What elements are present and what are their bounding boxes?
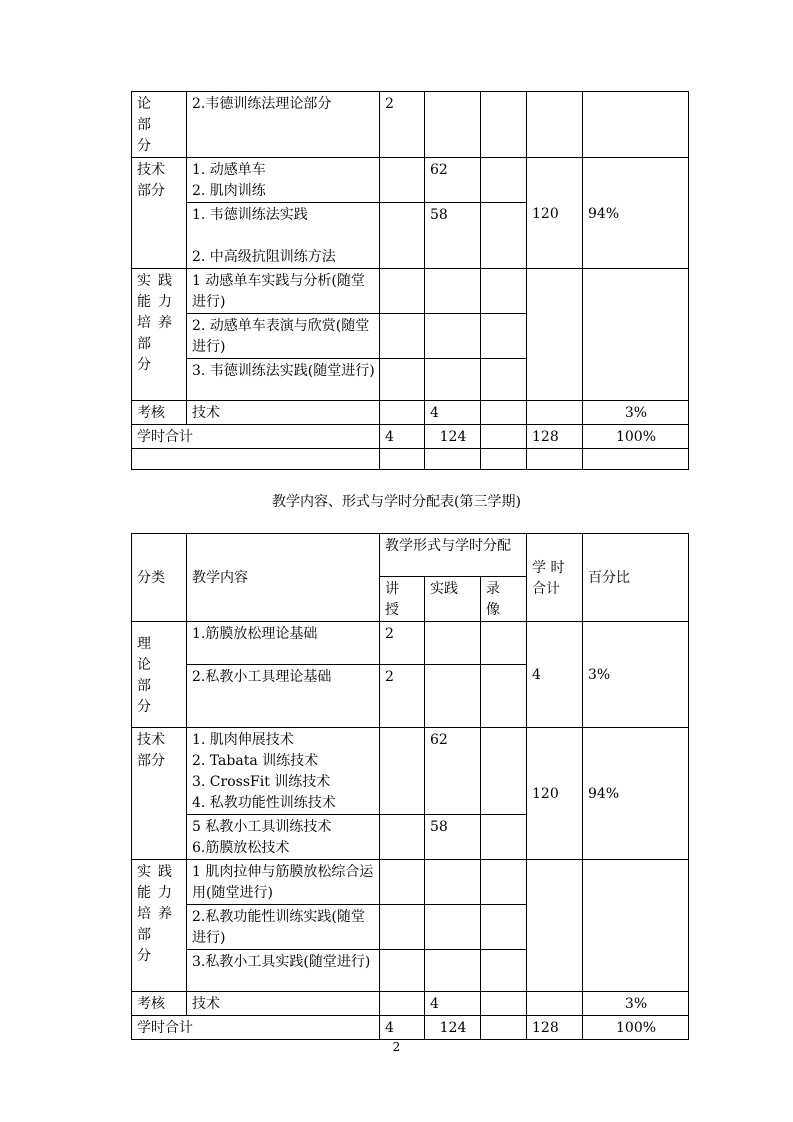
hours-cell — [527, 269, 583, 401]
table-row — [132, 158, 689, 203]
table-row — [132, 401, 689, 425]
practice-cell: 62 — [425, 158, 481, 203]
table-row — [132, 1016, 689, 1040]
video-cell — [481, 269, 527, 314]
table-row — [132, 860, 689, 905]
video-cell — [481, 92, 527, 158]
lecture-cell — [380, 728, 425, 815]
lecture-cell — [380, 158, 425, 203]
practice-cell: 4 — [425, 401, 481, 425]
header-category: 分类 — [132, 534, 187, 622]
percent-cell: 100% — [583, 1016, 689, 1040]
percent-cell: 3% — [583, 622, 689, 728]
header-video: 录 像 — [481, 577, 527, 622]
lecture-cell — [380, 815, 425, 860]
table-row — [132, 92, 689, 158]
practice-cell — [425, 665, 481, 728]
hours-cell: 128 — [527, 425, 583, 449]
video-cell — [481, 425, 527, 449]
practice-cell — [425, 359, 481, 401]
table-header-row — [132, 534, 689, 577]
header-form: 教学形式与学时分配 — [380, 534, 527, 577]
content-cell: 1 肌肉拉伸与筋膜放松综合运用(随堂进行) — [187, 860, 380, 905]
content-cell: 2. 动感单车表演与欣赏(随堂进行) — [187, 314, 380, 359]
content-cell: 1.筋膜放松理论基础 — [187, 622, 380, 665]
content-cell: 技术 — [187, 401, 380, 425]
category-cell: 考核 — [132, 992, 187, 1016]
lecture-cell — [380, 992, 425, 1016]
content-cell: 2.私教功能性训练实践(随堂进行) — [187, 905, 380, 950]
practice-cell: 124 — [425, 1016, 481, 1040]
video-cell — [481, 860, 527, 905]
video-cell — [481, 950, 527, 992]
table-row — [132, 992, 689, 1016]
empty-cell — [380, 449, 425, 470]
practice-cell: 58 — [425, 203, 481, 269]
content-cell: 技术 — [187, 992, 380, 1016]
practice-cell — [425, 905, 481, 950]
total-label-cell: 学时合计 — [132, 425, 380, 449]
lecture-cell — [380, 359, 425, 401]
hours-cell — [527, 401, 583, 425]
header-content: 教学内容 — [187, 534, 380, 622]
lecture-cell: 4 — [380, 1016, 425, 1040]
percent-cell: 3% — [583, 992, 689, 1016]
video-cell — [481, 158, 527, 203]
lecture-cell — [380, 860, 425, 905]
category-cell: 实践 能力 培养 部 分 — [132, 269, 187, 401]
video-cell — [481, 728, 527, 815]
video-cell — [481, 203, 527, 269]
practice-cell: 62 — [425, 728, 481, 815]
content-cell: 2.韦德训练法理论部分 — [187, 92, 380, 158]
video-cell — [481, 665, 527, 728]
content-cell: 3. 韦德训练法实践(随堂进行) — [187, 359, 380, 401]
video-cell — [481, 905, 527, 950]
practice-cell: 58 — [425, 815, 481, 860]
lecture-cell — [380, 269, 425, 314]
hours-cell — [527, 992, 583, 1016]
lecture-cell — [380, 401, 425, 425]
content-cell: 1. 韦德训练法实践 2. 中高级抗阻训练方法 — [187, 203, 380, 269]
percent-cell — [583, 92, 689, 158]
practice-cell: 4 — [425, 992, 481, 1016]
video-cell — [481, 622, 527, 665]
category-cell: 理 论 部 分 — [132, 622, 187, 728]
content-cell: 1. 动感单车 2. 肌肉训练 — [187, 158, 380, 203]
hours-cell: 128 — [527, 1016, 583, 1040]
empty-cell — [425, 449, 481, 470]
video-cell — [481, 314, 527, 359]
video-cell — [481, 1016, 527, 1040]
hours-table-continued — [131, 91, 689, 470]
percent-cell — [583, 269, 689, 401]
percent-cell: 100% — [583, 425, 689, 449]
lecture-cell: 2 — [380, 665, 425, 728]
category-cell: 技术 部分 — [132, 728, 187, 860]
table-row — [132, 269, 689, 314]
table-row — [132, 449, 689, 470]
content-cell: 1 动感单车实践与分析(随堂进行) — [187, 269, 380, 314]
header-hours: 学 时 合计 — [527, 534, 583, 622]
empty-cell — [583, 449, 689, 470]
empty-cell — [527, 449, 583, 470]
header-lecture: 讲 授 — [380, 577, 425, 622]
header-percent: 百分比 — [583, 534, 689, 622]
practice-cell — [425, 269, 481, 314]
lecture-cell — [380, 203, 425, 269]
percent-cell — [583, 860, 689, 992]
content-cell: 2.私教小工具理论基础 — [187, 665, 380, 728]
hours-cell: 120 — [527, 158, 583, 269]
table-row — [132, 425, 689, 449]
hours-table-semester-3 — [131, 533, 689, 1040]
hours-cell — [527, 92, 583, 158]
lecture-cell — [380, 905, 425, 950]
header-practice: 实践 — [425, 577, 481, 622]
lecture-cell — [380, 950, 425, 992]
percent-cell: 94% — [583, 158, 689, 269]
hours-cell: 120 — [527, 728, 583, 860]
percent-cell: 3% — [583, 401, 689, 425]
practice-cell: 124 — [425, 425, 481, 449]
video-cell — [481, 359, 527, 401]
table-caption: 教学内容、形式与学时分配表(第三学期) — [272, 494, 521, 510]
lecture-cell: 2 — [380, 622, 425, 665]
hours-cell: 4 — [527, 622, 583, 728]
lecture-cell: 4 — [380, 425, 425, 449]
practice-cell — [425, 622, 481, 665]
category-cell: 考核 — [132, 401, 187, 425]
table-row — [132, 622, 689, 665]
content-cell: 5 私教小工具训练技术 6.筋膜放松技术 — [187, 815, 380, 860]
lecture-cell — [380, 314, 425, 359]
page-number: 2 — [392, 1040, 401, 1054]
hours-cell — [527, 860, 583, 992]
practice-cell — [425, 314, 481, 359]
practice-cell — [425, 92, 481, 158]
total-label-cell: 学时合计 — [132, 1016, 380, 1040]
content-cell: 3.私教小工具实践(随堂进行) — [187, 950, 380, 992]
empty-cell — [132, 449, 380, 470]
practice-cell — [425, 860, 481, 905]
video-cell — [481, 401, 527, 425]
lecture-cell: 2 — [380, 92, 425, 158]
empty-cell — [481, 449, 527, 470]
table-row — [132, 728, 689, 815]
content-cell: 1. 肌肉伸展技术 2. Tabata 训练技术 3. CrossFit 训练技术 4. 私教功能性训练技术 — [187, 728, 380, 815]
category-cell: 论 部 分 — [132, 92, 187, 158]
percent-cell: 94% — [583, 728, 689, 860]
video-cell — [481, 992, 527, 1016]
practice-cell — [425, 950, 481, 992]
video-cell — [481, 815, 527, 860]
category-cell: 技术 部分 — [132, 158, 187, 269]
category-cell: 实践 能力 培养 部 分 — [132, 860, 187, 992]
